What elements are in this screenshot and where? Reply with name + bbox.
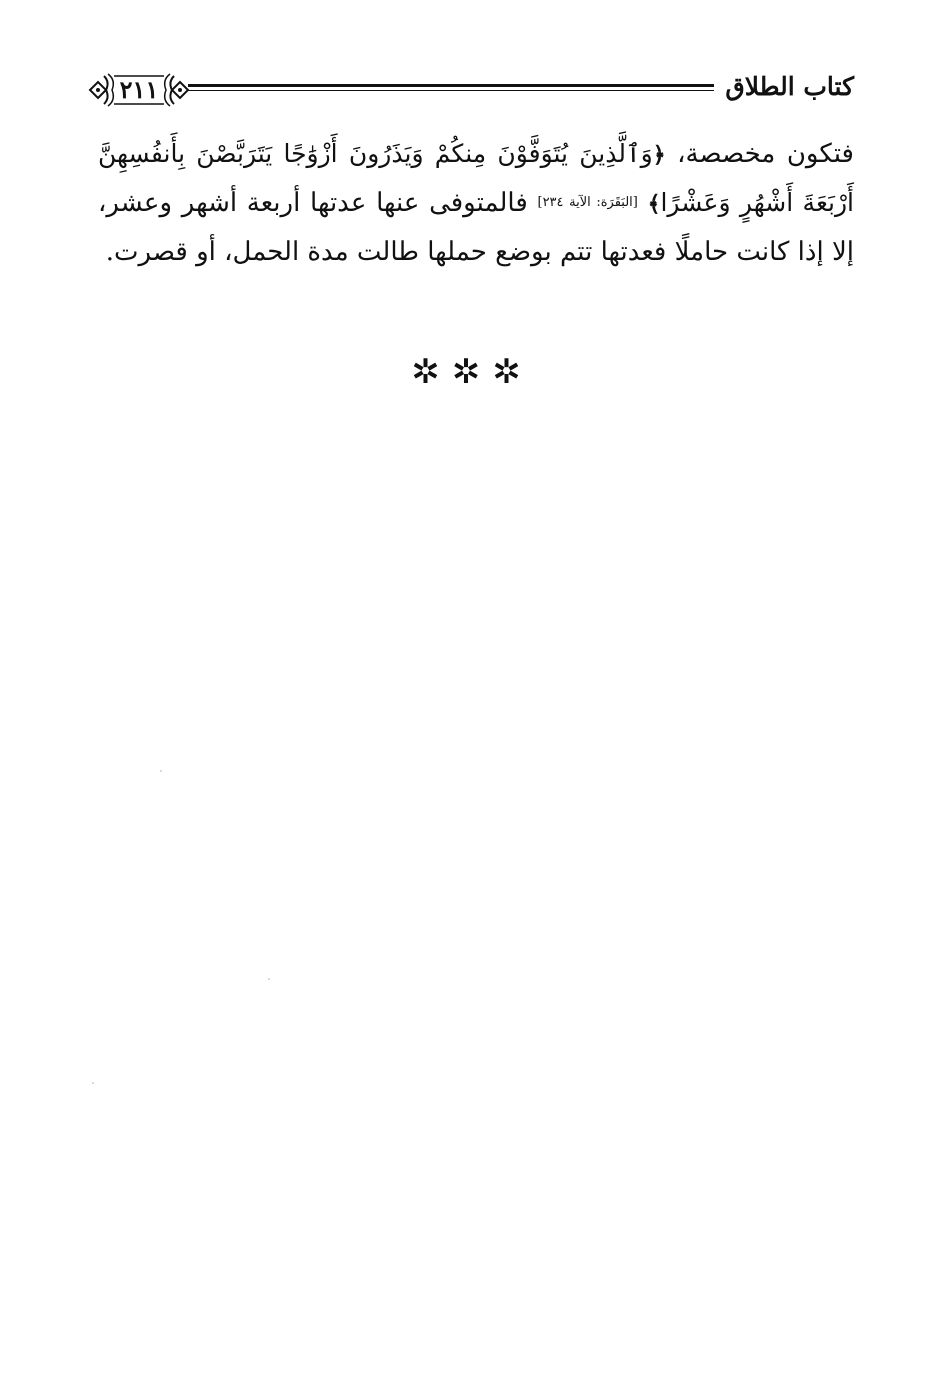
quran-verse: وَٱلَّذِينَ يُتَوَفَّوْنَ مِنكُمْ وَيَذَرُونَ أَزْوَٰجًا يَتَرَبَّصْنَ بِأَنفُسِهِنَّ أَرْبَعَةَ أَشْهُرٍ وَعَشْرًا [98,139,854,217]
verse-citation: [البَقَرَة: الآية ٢٣٤] [537,195,638,210]
page-number: ٢١١ [119,75,159,104]
page-number-ornament [86,68,192,112]
running-title: كتاب الطلاق [725,72,854,101]
header-rule [188,84,714,94]
scan-speck [160,770,162,772]
quran-open-bracket: ﴿ [652,142,666,168]
quran-close-bracket: ﴾ [647,191,661,217]
body-rest: فالمتوفى عنها عدتها أربعة أشهر وعشر، إلا إذا كانت حاملًا فعدتها تتم بوضع حملها طالت مدة الحمل، أو قصرت. [98,188,854,267]
body-paragraph [98,130,854,276]
section-separator: ✲✲✲ [411,352,533,392]
scan-speck [92,1082,94,1084]
page-header [86,66,854,118]
body-intro: فتكون مخصصة، [665,139,854,169]
scan-speck [268,978,270,980]
